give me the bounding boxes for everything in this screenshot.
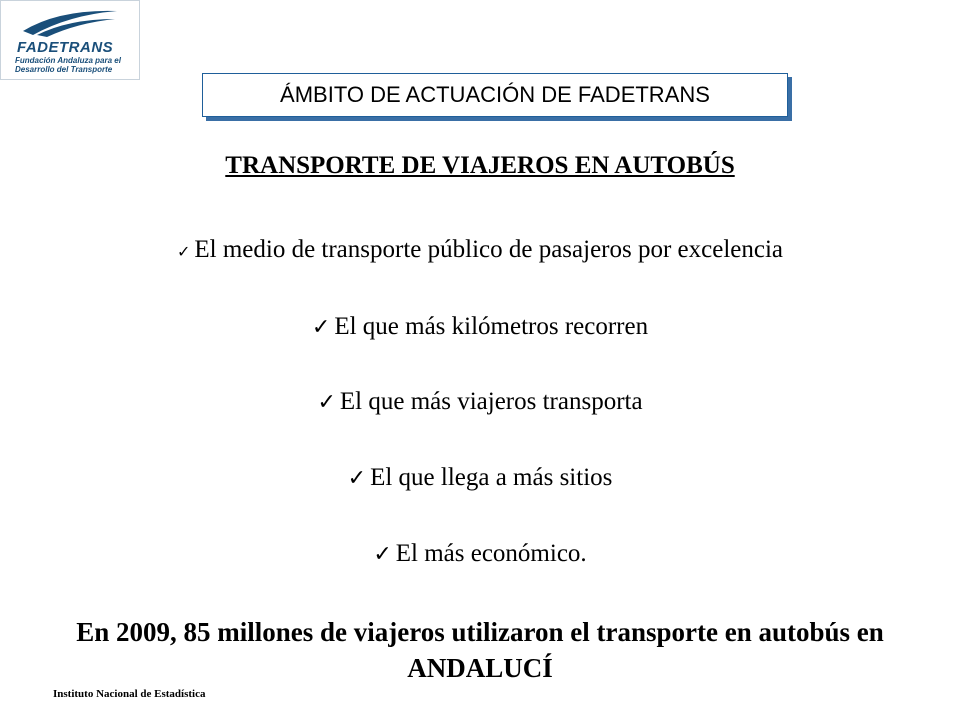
logo-tagline: Fundación Andaluza para el Desarrollo del Transporte bbox=[15, 56, 121, 74]
logo-brand: FADETRANS bbox=[17, 39, 114, 56]
bullet-text: El medio de transporte público de pasajeros por excelencia bbox=[194, 236, 784, 263]
section-header-label: ÁMBITO DE ACTUACIÓN DE FADETRANS bbox=[280, 82, 710, 107]
bullet-item bbox=[0, 236, 960, 264]
bullet-text: El más económico. bbox=[395, 540, 587, 567]
section-header bbox=[202, 73, 788, 117]
bullet-text: El que más kilómetros recorren bbox=[334, 313, 649, 340]
checkmark-icon: ✓ bbox=[176, 242, 191, 261]
bullet-item bbox=[0, 388, 960, 416]
conclusion-text: En 2009, 85 millones de viajeros utilizaron el transporte en autobús en ANDALUCÍ bbox=[76, 617, 884, 683]
source-note: Instituto Nacional de Estadística bbox=[53, 688, 206, 700]
checkmark-icon: ✓ bbox=[317, 390, 336, 415]
logo-swoosh-icon bbox=[19, 5, 119, 39]
checkmark-icon: ✓ bbox=[373, 542, 392, 567]
checkmark-icon: ✓ bbox=[347, 466, 367, 491]
bullet-text: El que llega a más sitios bbox=[370, 464, 613, 491]
bullet-item bbox=[0, 540, 960, 568]
bullet-item bbox=[0, 464, 960, 492]
checkmark-icon: ✓ bbox=[311, 315, 331, 340]
bullet-item bbox=[0, 313, 960, 341]
bullet-text: El que más viajeros transporta bbox=[339, 388, 643, 415]
fadetrans-logo bbox=[0, 0, 140, 80]
page-title: TRANSPORTE DE VIAJEROS EN AUTOBÚS bbox=[225, 152, 735, 179]
